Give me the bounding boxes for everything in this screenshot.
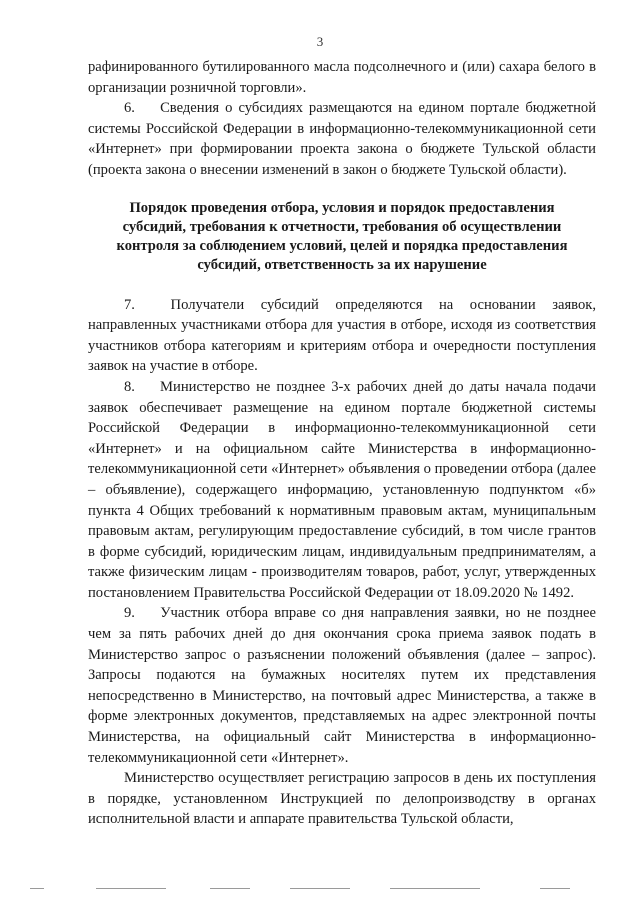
scan-footer-artifacts xyxy=(0,888,640,892)
item-text: Получатели субсидий определяются на основании заявок, направленных участниками отбора для участия в отборе, исходя из соответствия участников отбора категориям и критериям отбора и очередности поступления заявок на участие в отборе. xyxy=(88,296,596,375)
paragraph-item-8 xyxy=(88,377,596,604)
paragraph-item-6 xyxy=(88,98,596,180)
heading-line: субсидий, требования к отчетности, требования об осуществлении xyxy=(122,218,562,235)
section-heading xyxy=(88,199,596,275)
item-text: Сведения о субсидиях размещаются на едином портале бюджетной системы Российской Федерации в информационно-телекоммуникационной сети «Интернет» при формировании проекта закона о бюджете Тульской области (проекта закона о внесении изменений в закон о бюджете Тульской области). xyxy=(88,100,596,178)
item-number: 9. xyxy=(124,605,135,622)
paragraph-continuation: рафинированного бутилированного масла подсолнечного и (или) сахара белого в организации розничной торговли». xyxy=(88,59,596,96)
paragraph-item-7 xyxy=(88,295,596,377)
heading-line: контроля за соблюдением условий, целей и порядка предоставления xyxy=(116,237,568,254)
paragraph-last: Министерство осуществляет регистрацию запросов в день их поступления в порядке, установленном Инструкцией по делопроизводству в органах исполнительной власти и аппарате правительства Тульской области, xyxy=(88,770,596,828)
item-number: 7. xyxy=(124,296,135,313)
heading-line: Порядок проведения отбора, условия и порядок предоставления xyxy=(129,199,555,216)
heading-line: субсидий, ответственность за их нарушение xyxy=(197,256,487,273)
item-text: Министерство не позднее 3-х рабочих дней до даты начала подачи заявок обеспечивает размещение на едином портале бюджетной системы Российской Федерации в информационно-телекоммуникационной сети «Интернет» и на официальном сайте Министерства в информационно-телекоммуникационной сети «Интернет» объявления о проведении отбора (далее – объявление), содержащего информацию, установленную подпунктом «б» пункта 4 Общих требований к нормативным правовым актам, муниципальным правовым актам, регулирующим предоставление субсидий, в том числе грантов в форме субсидий, юридическим лицам, индивидуальным предпринимателям, а также физическим лицам - производителям товаров, работ, услуг, утвержденных постановлением Правительства Российской Федерации от 18.09.2020 № 1492. xyxy=(88,378,596,601)
item-number: 8. xyxy=(124,378,135,395)
paragraph-item-9 xyxy=(88,603,596,768)
document-body xyxy=(88,57,596,830)
item-text: Участник отбора вправе со дня направления заявки, но не позднее чем за пять рабочих дней до дня окончания срока приема заявок подать в Министерство запрос о разъяснении положений объявления (далее – запрос). Запросы подаются на бумажных носителях путем их представления непосредственно в Министерство, на почтовый адрес Министерства, а также в форме электронных документов, представляемых на адрес электронной почты Министерства, на официальный сайт Министерства в информационно-телекоммуникационной сети «Интернет». xyxy=(88,605,596,766)
item-number: 6. xyxy=(124,100,135,117)
page-number: 3 xyxy=(316,34,324,49)
